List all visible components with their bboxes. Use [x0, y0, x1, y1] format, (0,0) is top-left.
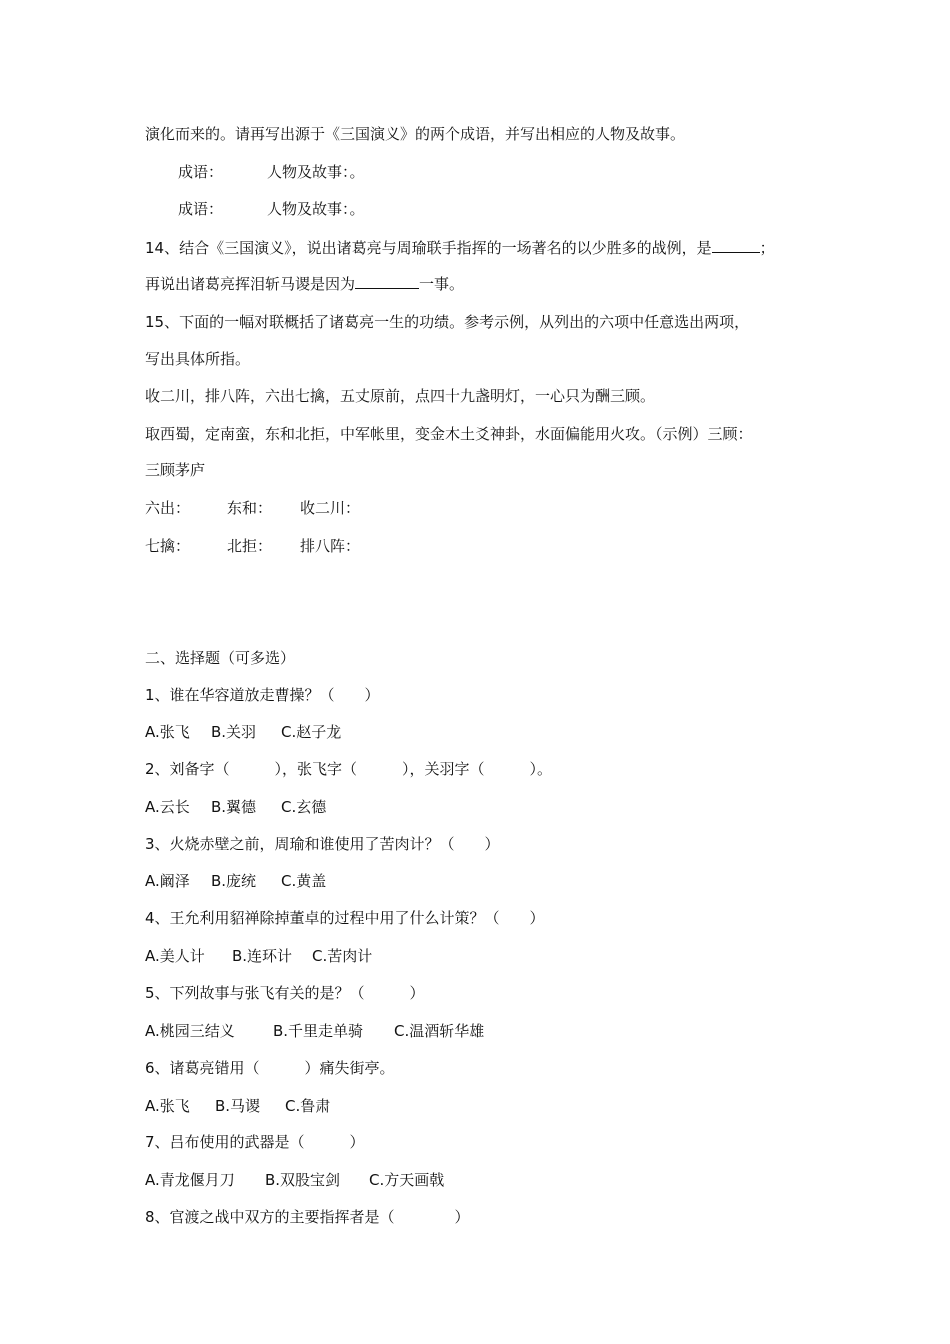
option-b[interactable]: B.庞统	[211, 872, 257, 890]
question-7: 7、吕布使用的武器是（ ）	[145, 1133, 365, 1151]
option-c[interactable]: C.玄德	[281, 798, 327, 816]
couplet-upper: 收二川，排八阵，六出七擒，五丈原前，点四十九盏明灯，一心只为酬三顾。	[145, 387, 656, 405]
option-a[interactable]: A.美人计	[145, 947, 205, 965]
q15-line-1: 15、下面的一幅对联概括了诸葛亮一生的功绩。参考示例，从列出的六项中任意选出两项，	[145, 313, 750, 331]
option-a[interactable]: A.张飞	[145, 1097, 190, 1115]
answer-blank[interactable]	[712, 238, 760, 253]
section-heading: 二、选择题（可多选）	[145, 649, 296, 667]
q14-line-2: 再说出诸葛亮挥泪斩马谡是因为 一事。	[145, 275, 465, 293]
fill-row-1: 六出： 东和： 收二川：	[145, 499, 361, 517]
option-b[interactable]: B.关羽	[211, 723, 257, 741]
question-2: 2、刘备字（ ），张飞字（ ），关羽字（ ）。	[145, 760, 553, 778]
intro-tail: 演化而来的。请再写出源于《三国演义》的两个成语，并写出相应的人物及故事。	[145, 125, 686, 143]
question-1-options	[145, 722, 341, 742]
option-a[interactable]: A.桃园三结义	[145, 1022, 235, 1040]
question-1: 1、谁在华容道放走曹操？（ ）	[145, 686, 380, 704]
option-a[interactable]: A.阚泽	[145, 872, 190, 890]
answer-blank[interactable]	[355, 274, 419, 289]
q15-line-2: 写出具体所指。	[145, 350, 251, 368]
story-label: 人物及故事：。	[267, 163, 365, 181]
option-b[interactable]: B.翼德	[211, 798, 257, 816]
option-c[interactable]: C.赵子龙	[281, 723, 342, 741]
question-3-options	[145, 871, 326, 891]
option-a[interactable]: A.云长	[145, 798, 190, 816]
option-b[interactable]: B.双股宝剑	[265, 1171, 341, 1189]
option-c[interactable]: C.方天画戟	[369, 1171, 445, 1189]
story-label: 人物及故事：。	[267, 200, 365, 218]
option-a[interactable]: A.张飞	[145, 723, 190, 741]
idiom-label: 成语：	[178, 163, 224, 181]
option-c[interactable]: C.黄盖	[281, 872, 327, 890]
option-b[interactable]: B.千里走单骑	[273, 1022, 364, 1040]
q14-line-1: 14、结合《三国演义》，说出诸葛亮与周瑜联手指挥的一场著名的以少胜多的战例，是 ；	[145, 239, 775, 257]
fill-row-2: 七擒： 北拒： 排八阵：	[145, 537, 361, 555]
question-6: 6、诸葛亮错用（ ）痛失街亭。	[145, 1059, 395, 1077]
question-5: 5、下列故事与张飞有关的是？（ ）	[145, 984, 425, 1002]
option-c[interactable]: C.温酒斩华雄	[394, 1022, 485, 1040]
option-b[interactable]: B.连环计	[232, 947, 293, 965]
option-c[interactable]: C.苦肉计	[312, 947, 373, 965]
question-3: 3、火烧赤壁之前，周瑜和谁使用了苦肉计？（ ）	[145, 835, 500, 853]
question-4-options	[145, 946, 372, 966]
question-7-options	[145, 1170, 444, 1190]
example-answer: 三顾茅庐	[145, 461, 206, 479]
question-6-options	[145, 1096, 330, 1116]
question-8: 8、官渡之战中双方的主要指挥者是（ ）	[145, 1208, 470, 1226]
idiom-row-2	[178, 199, 365, 219]
question-4: 4、王允利用貂禅除掉董卓的过程中用了什么计策？（ ）	[145, 909, 545, 927]
couplet-lower: 取西蜀，定南蛮，东和北拒，中军帐里，变金木土爻神卦，水面偏能用火攻。（示例）三顾：	[145, 425, 753, 443]
question-2-options	[145, 797, 326, 817]
idiom-row-1	[178, 162, 365, 182]
option-c[interactable]: C.鲁肃	[285, 1097, 331, 1115]
option-b[interactable]: B.马谡	[215, 1097, 261, 1115]
option-a[interactable]: A.青龙偃月刀	[145, 1171, 235, 1189]
idiom-label: 成语：	[178, 200, 224, 218]
question-5-options	[145, 1021, 484, 1041]
